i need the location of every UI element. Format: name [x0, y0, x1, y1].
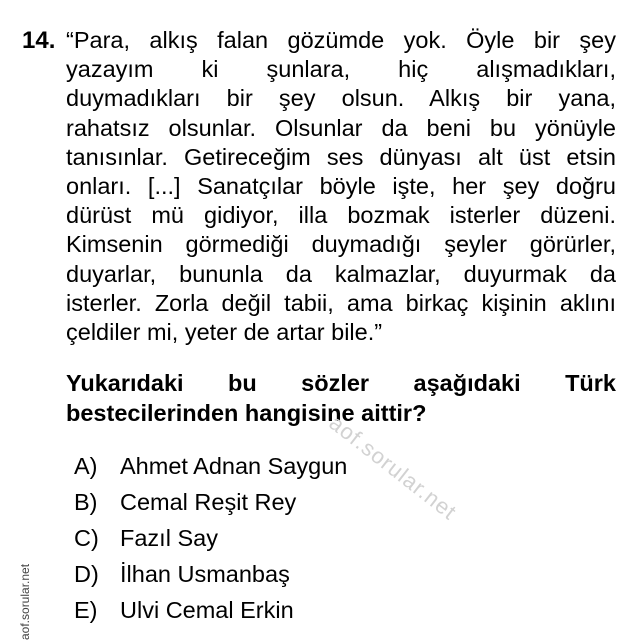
quote-line: yazayım ki şunlara, hiç alışmadıkları, — [66, 56, 616, 83]
quote-line: duymadıkları bir şey olsun. Alkış bir yana, — [66, 85, 616, 112]
option-text: Cemal Reşit Rey — [120, 489, 297, 515]
quote-line: dürüst mü gidiyor, illa bozmak isterler düzeni. — [66, 202, 616, 229]
question-number: 14. — [22, 27, 56, 54]
prompt-line: Yukarıdaki bu sözler aşağıdaki Türk — [66, 370, 616, 396]
quote-line: isterler. Zorla değil tabii, ama birkaç kişinin aklını — [66, 289, 616, 316]
quote-line: tanısınlar. Getireceğim ses dünyası alt üst etsin — [66, 143, 616, 170]
option-b[interactable] — [74, 484, 347, 520]
option-text: Ahmet Adnan Saygun — [120, 453, 348, 479]
option-text: Fazıl Say — [120, 525, 218, 551]
option-text: Ulvi Cemal Erkin — [120, 597, 294, 623]
option-d[interactable] — [74, 556, 347, 592]
option-letter: C) — [74, 525, 99, 551]
quote-text — [66, 26, 616, 347]
option-letter: A) — [74, 453, 98, 479]
quote-line: onları. [...] Sanatçılar böyle işte, her şey doğru — [66, 172, 616, 199]
quote-line: rahatsız olsunlar. Olsunlar da beni bu yönüyle — [66, 114, 616, 141]
option-e[interactable] — [74, 592, 347, 628]
prompt-line: bestecilerinden hangisine aittir? — [66, 400, 427, 426]
option-text: İlhan Usmanbaş — [120, 561, 290, 587]
option-letter: E) — [74, 597, 98, 623]
option-letter: D) — [74, 561, 99, 587]
option-a[interactable] — [74, 448, 347, 484]
option-c[interactable] — [74, 520, 347, 556]
quote-line: “Para, alkış falan gözümde yok. Öyle bir şey — [66, 27, 616, 53]
quote-line: çeldiler mi, yeter de artar bile.” — [66, 318, 383, 345]
quote-line: Kimsenin görmediği duymadığı şeyler görürler, — [66, 231, 616, 258]
answer-options — [74, 448, 347, 628]
watermark-diagonal: aof.sorular.net — [324, 410, 462, 525]
quote-line: duyarlar, bununla da kalmazlar, duyurmak da — [66, 260, 616, 287]
watermark-side: aof.sorular.net — [18, 563, 32, 640]
option-letter: B) — [74, 489, 98, 515]
